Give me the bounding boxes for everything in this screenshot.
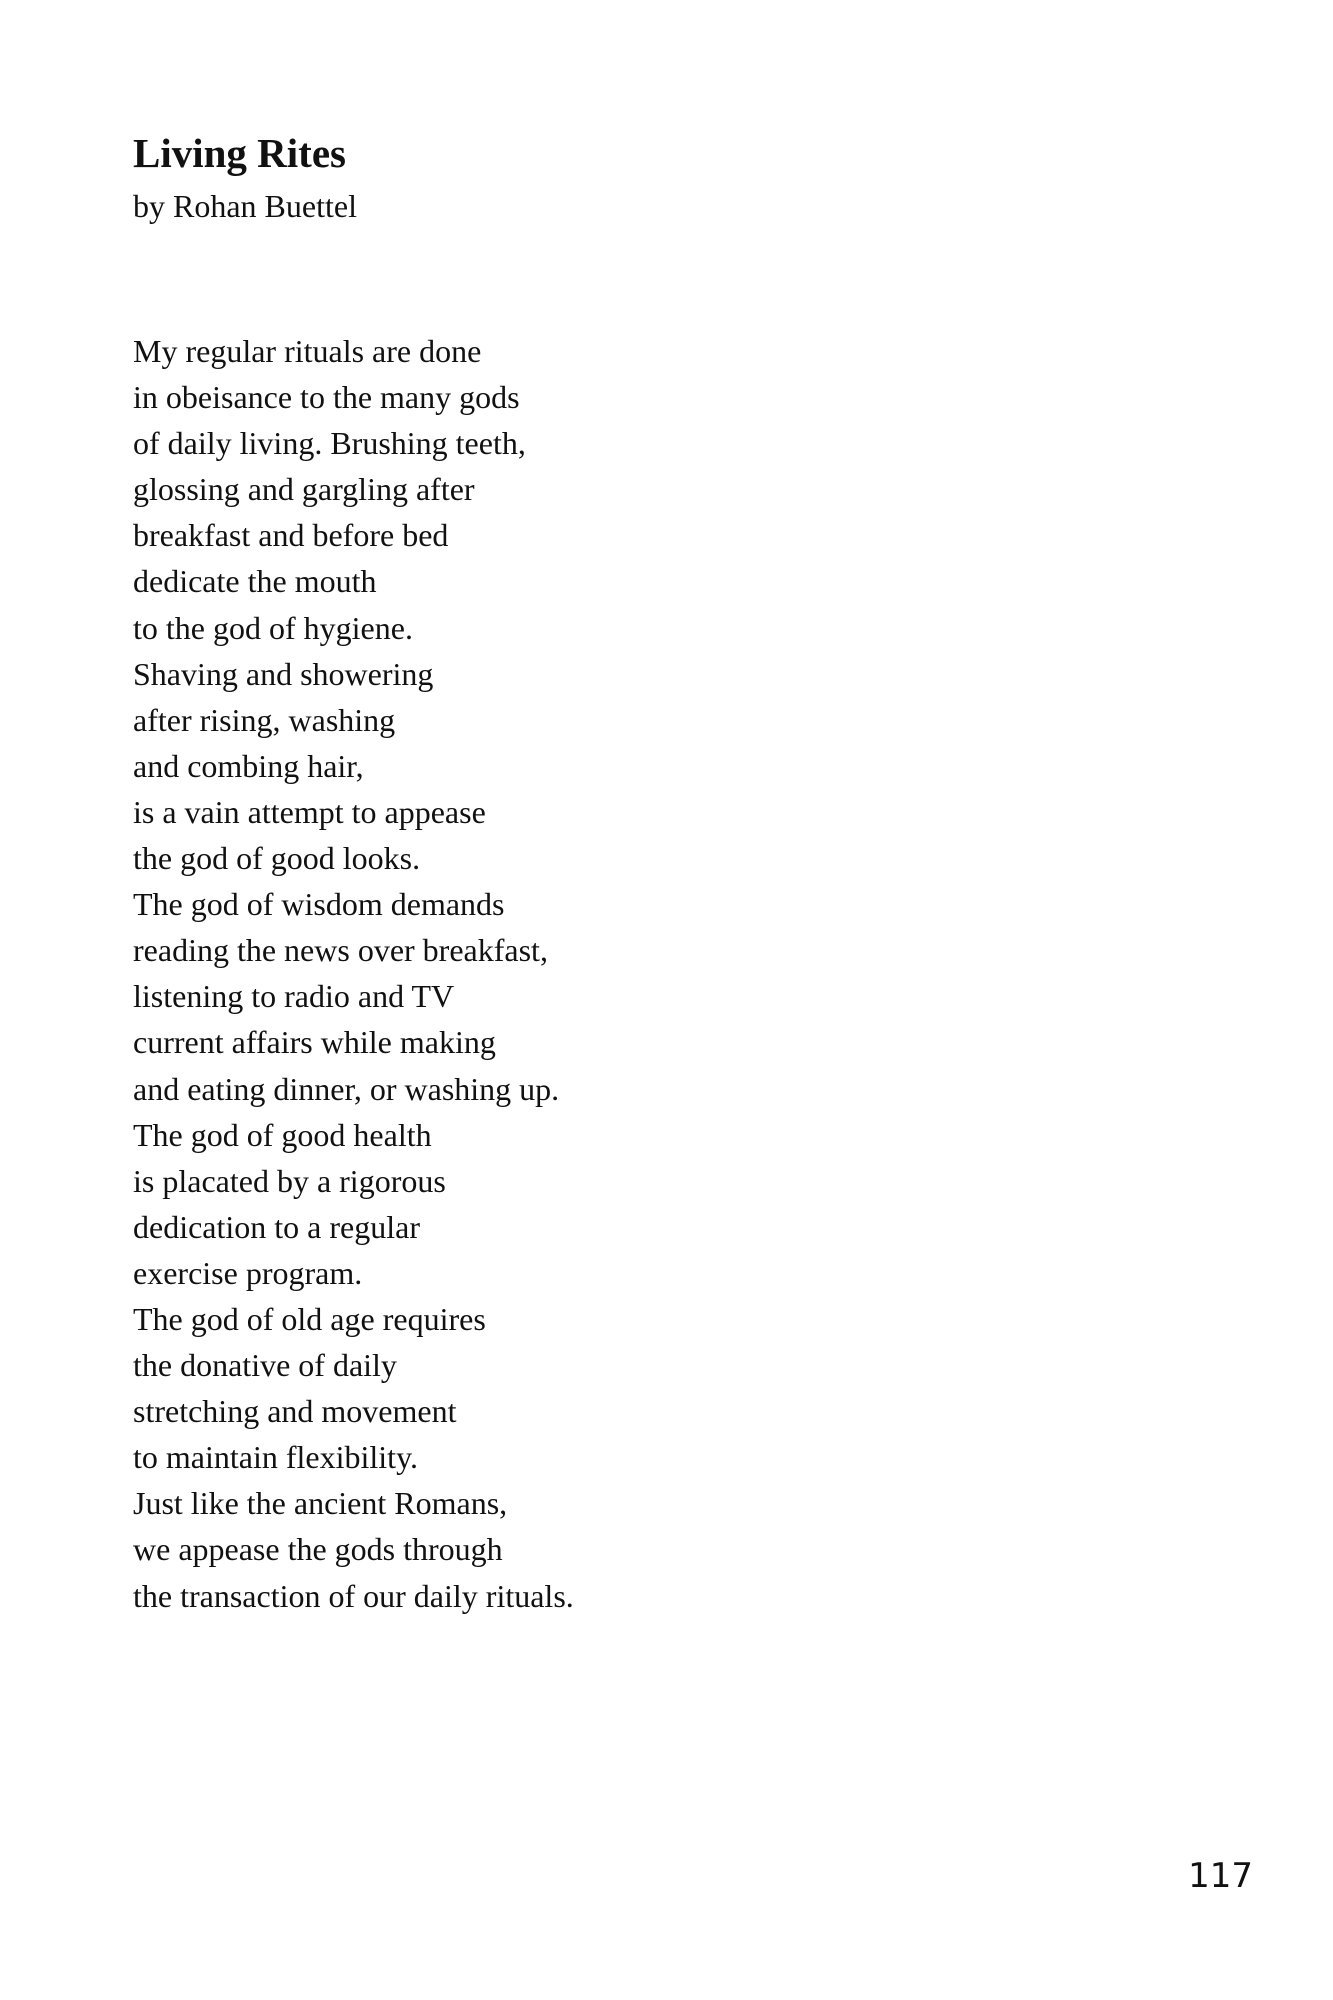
poem-line: stretching and movement	[133, 1393, 457, 1430]
page-number: 117	[1188, 1856, 1253, 1896]
poem-line: Shaving and showering	[133, 655, 434, 692]
poem-line: we appease the gods through	[133, 1531, 503, 1568]
poem-line: the donative of daily	[133, 1347, 397, 1384]
poem-line: dedicate the mouth	[133, 563, 377, 600]
poem-line: in obeisance to the many gods	[133, 379, 520, 416]
poem-line: The god of old age requires	[133, 1300, 486, 1337]
poem-line: glossing and gargling after	[133, 471, 475, 508]
author-byline: by Rohan Buettel	[133, 188, 357, 224]
poem-line: is placated by a rigorous	[133, 1162, 446, 1199]
poem-line: My regular rituals are done	[133, 333, 482, 369]
poem-line: the god of good looks.	[133, 840, 421, 877]
poem-line: breakfast and before bed	[133, 517, 449, 554]
poem-line: reading the news over breakfast,	[133, 932, 548, 969]
poem-line: The god of wisdom demands	[133, 886, 505, 923]
poem-line: and combing hair,	[133, 747, 364, 784]
poem-line: listening to radio and TV	[133, 978, 455, 1015]
poem-line: to the god of hygiene.	[133, 609, 413, 646]
poem-line: after rising, washing	[133, 701, 396, 738]
poem-title: Living Rites	[133, 130, 346, 176]
poem-line: Just like the ancient Romans,	[133, 1485, 508, 1522]
poem-body	[133, 328, 574, 1619]
poem-line: The god of good health	[133, 1116, 432, 1153]
poem-line: dedication to a regular	[133, 1208, 420, 1245]
poem-line: to maintain flexibility.	[133, 1439, 418, 1476]
poem-line: the transaction of our daily rituals.	[133, 1577, 574, 1614]
poem-line: of daily living. Brushing teeth,	[133, 425, 526, 462]
poem-line: is a vain attempt to appease	[133, 793, 486, 830]
poem-line: exercise program.	[133, 1254, 363, 1291]
poem-line: and eating dinner, or washing up.	[133, 1070, 560, 1107]
poem-line: current affairs while making	[133, 1024, 496, 1061]
